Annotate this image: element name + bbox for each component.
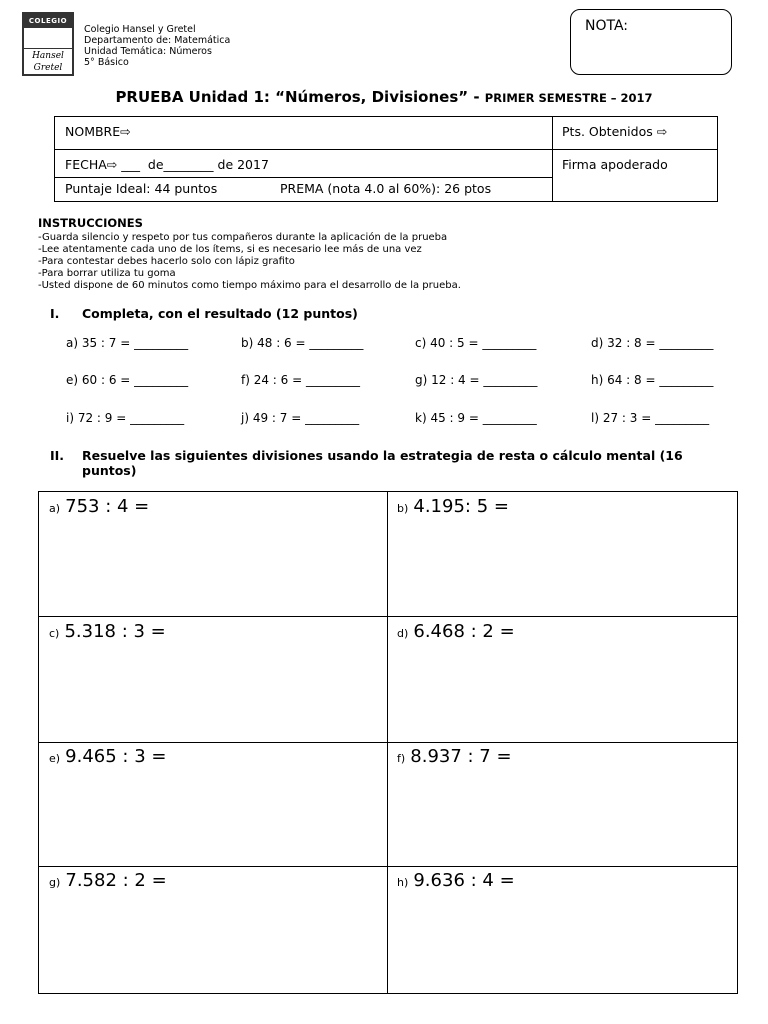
division-cell-f[interactable]: f) 8.937 : 7 = <box>397 746 512 767</box>
problem-l[interactable]: l) 27 : 3 = _________ <box>591 411 710 425</box>
grade: 5° Básico <box>84 57 129 68</box>
section-1-title: Completa, con el resultado (12 puntos) <box>82 306 358 321</box>
school-name: Colegio Hansel y Gretel <box>84 24 196 35</box>
school-logo <box>22 12 74 76</box>
page-title <box>0 87 768 106</box>
problem-h[interactable]: h) 64 : 8 = _________ <box>591 373 714 387</box>
division-cell-b[interactable]: b) 4.195: 5 = <box>397 496 509 517</box>
section-2-title <box>82 448 683 478</box>
section-2-title-line2: puntos) <box>82 463 137 478</box>
problem-e[interactable]: e) 60 : 6 = _________ <box>66 373 189 387</box>
problem-b[interactable]: b) 48 : 6 = _________ <box>241 336 364 350</box>
problem-c[interactable]: c) 40 : 5 = _________ <box>415 336 537 350</box>
section-2-title-line1: Resuelve las siguientes divisiones usando la estrategia de resta o cálculo mental (16 <box>82 448 683 463</box>
logo-word-2: Gretel <box>33 63 63 73</box>
instruction-item: -Lee atentamente cada uno de los ítems, si es necesario lee más de una vez <box>38 244 422 255</box>
problem-f[interactable]: f) 24 : 6 = _________ <box>241 373 360 387</box>
grade-label: NOTA: <box>585 18 629 34</box>
instruction-item: -Usted dispone de 60 minutos como tiempo máximo para el desarrollo de la prueba. <box>38 280 461 291</box>
division-cell-c[interactable]: c) 5.318 : 3 = <box>49 621 166 642</box>
instructions-title: INSTRUCCIONES <box>38 216 143 230</box>
problem-a[interactable]: a) 35 : 7 = _________ <box>66 336 189 350</box>
division-cell-g[interactable]: g) 7.582 : 2 = <box>49 870 167 891</box>
problem-d[interactable]: d) 32 : 8 = _________ <box>591 336 714 350</box>
logo-text-top: COLEGIO <box>24 14 72 28</box>
problem-g[interactable]: g) 12 : 4 = _________ <box>415 373 538 387</box>
department: Departamento de: Matemática <box>84 35 231 46</box>
division-cell-d[interactable]: d) 6.468 : 2 = <box>397 621 515 642</box>
division-cell-e[interactable]: e) 9.465 : 3 = <box>49 746 167 767</box>
logo-crest <box>24 28 72 49</box>
problem-i[interactable]: i) 72 : 9 = _________ <box>66 411 185 425</box>
student-info-table <box>54 116 718 202</box>
division-cell-a[interactable]: a) 753 : 4 = <box>49 496 150 517</box>
school-info <box>84 24 230 68</box>
guardian-signature-field[interactable]: Firma apoderado <box>562 157 668 172</box>
section-2-number: II. <box>50 448 65 463</box>
date-field[interactable]: FECHA⇨ ___ de________ de 2017 <box>65 157 269 172</box>
division-cell-h[interactable]: h) 9.636 : 4 = <box>397 870 515 891</box>
title-sub: PRIMER SEMESTRE – 2017 <box>484 91 653 105</box>
logo-word-1: Hansel <box>32 51 64 61</box>
problem-j[interactable]: j) 49 : 7 = _________ <box>241 411 360 425</box>
instruction-item: -Para borrar utiliza tu goma <box>38 268 176 279</box>
prema-score: PREMA (nota 4.0 al 60%): 26 ptos <box>280 181 492 196</box>
division-grid <box>38 491 738 994</box>
title-main: PRUEBA Unidad 1: “Números, Divisiones” - <box>115 88 485 106</box>
grade-box[interactable] <box>570 9 732 75</box>
instructions-list <box>38 232 461 292</box>
instruction-item: -Para contestar debes hacerlo solo con lápiz grafito <box>38 256 295 267</box>
points-obtained-field[interactable]: Pts. Obtenidos ⇨ <box>562 124 668 139</box>
instruction-item: -Guarda silencio y respeto por tus compañeros durante la aplicación de la prueba <box>38 232 448 243</box>
name-field[interactable]: NOMBRE⇨ <box>65 124 131 139</box>
section-1-number: I. <box>50 306 60 321</box>
logo-text-bottom <box>24 50 72 74</box>
problem-k[interactable]: k) 45 : 9 = _________ <box>415 411 537 425</box>
ideal-score: Puntaje Ideal: 44 puntos <box>65 181 218 196</box>
thematic-unit: Unidad Temática: Números <box>84 46 212 57</box>
